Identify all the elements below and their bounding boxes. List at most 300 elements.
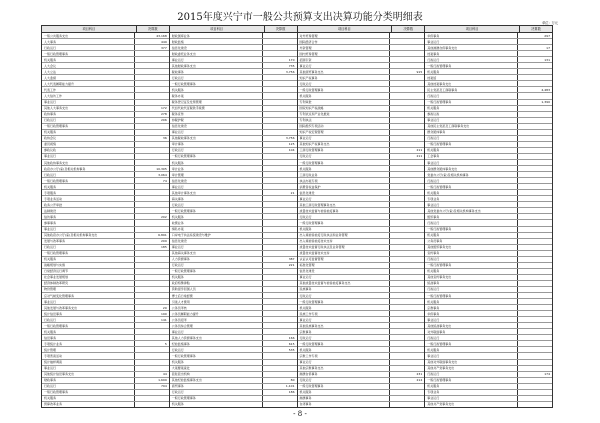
row-amount [390, 51, 424, 56]
row-amount: 104 [288, 148, 295, 153]
row-item-name: 人大代表履职能力提升 [42, 81, 135, 86]
row-amount: 3,756 [285, 136, 295, 141]
row-item-name: 一般行政管理事务 [425, 263, 518, 268]
row-item-name: 质量技术监督与检验检疫事务 [298, 208, 391, 213]
row-amount [263, 305, 297, 310]
row-amount [135, 396, 169, 401]
row-item-name: 一般行政管理事务 [170, 208, 263, 213]
row-item-name: 人大信访工作 [42, 93, 135, 98]
row-amount [518, 245, 552, 250]
row-amount [135, 287, 169, 292]
row-item-name: 人力资源事务 [170, 257, 263, 262]
row-item-name: 行政运行 [298, 154, 391, 159]
row-amount [263, 233, 297, 238]
row-amount [390, 87, 424, 92]
row-amount [135, 263, 169, 268]
row-item-name: 行政运行 [170, 390, 263, 395]
row-item-name: 机关服务 [298, 166, 391, 171]
row-item-name: 其他群众团体事务支出 [425, 166, 518, 171]
row-amount [390, 293, 424, 298]
row-amount [518, 112, 552, 117]
row-item-name: 行政运行 [170, 202, 263, 207]
column-header [425, 26, 552, 33]
row-item-name: 机关服务 [425, 69, 518, 74]
row-item-name: 协税护税 [170, 118, 263, 123]
row-amount: 794 [161, 384, 167, 389]
row-item-name: 预算改革业务 [42, 402, 135, 407]
row-amount [263, 245, 297, 250]
row-amount: 735 [288, 63, 295, 68]
row-amount [390, 220, 424, 225]
row-item-name: 人大事务 [42, 39, 135, 44]
row-amount [518, 69, 552, 74]
row-item-name: 民族事务 [298, 287, 391, 292]
row-item-name: 人大监督 [42, 75, 135, 80]
row-item-name: 行政运行 [42, 384, 135, 389]
row-item-name: 机关服务 [298, 93, 391, 98]
row-item-name: 事业运行 [425, 396, 518, 401]
row-item-name: 机关服务 [425, 299, 518, 304]
row-amount: 535 [288, 347, 295, 352]
row-item-name: 事业运行 [425, 353, 518, 358]
row-item-name: 标准化管理 [298, 263, 391, 268]
row-amount [135, 202, 169, 207]
row-amount [135, 299, 169, 304]
row-amount [390, 317, 424, 322]
row-amount: 1,101 [285, 384, 295, 389]
table-column-3 [298, 26, 426, 407]
row-amount [518, 378, 552, 383]
row-amount [135, 335, 169, 340]
row-item-name: 知识产权宏观管理 [298, 130, 391, 135]
row-item-name: 机关服务 [170, 402, 263, 407]
row-item-name: 事业运行 [42, 366, 135, 371]
row-item-name: 事业运行 [298, 196, 391, 201]
row-amount [518, 335, 552, 340]
row-item-name: 其他宗教事务支出 [298, 366, 391, 371]
row-item-name: 机关服务 [425, 106, 518, 111]
row-item-name: 华侨事务 [425, 33, 518, 38]
row-amount [263, 372, 297, 377]
row-amount [263, 124, 297, 129]
row-item-name: 事业运行 [298, 136, 391, 141]
row-amount: 3,064 [158, 172, 167, 177]
row-amount [390, 402, 424, 407]
row-amount [518, 323, 552, 328]
row-item-name: 一般行政管理事务 [170, 81, 263, 86]
row-item-name: 机关服务 [42, 257, 135, 262]
row-item-name: 统计信息事务 [42, 311, 135, 316]
header-item-name: 项目科目 [425, 26, 520, 32]
row-item-name: 一般行政管理事务 [425, 142, 518, 147]
row-amount: 202 [161, 214, 167, 219]
row-item-name: 行政运行 [42, 45, 135, 50]
row-item-name: 一般行政管理事务 [42, 251, 135, 256]
row-amount [263, 227, 297, 232]
row-item-name: 其他发展与改革事务支出 [42, 305, 135, 310]
row-amount [263, 160, 297, 165]
row-item-name: 行政运行 [170, 347, 263, 352]
row-item-name: 行政运行 [425, 287, 518, 292]
row-amount [390, 39, 424, 44]
row-item-name: 财政事务 [42, 378, 135, 383]
row-amount [518, 293, 552, 298]
row-item-name: 参事事务 [42, 220, 135, 225]
row-amount [390, 208, 424, 213]
row-amount [518, 63, 552, 68]
row-item-name: 物价管理 [42, 287, 135, 292]
row-amount [390, 341, 424, 346]
row-item-name: 华侨事务 [425, 311, 518, 316]
row-amount [263, 154, 297, 159]
row-item-name: 其他工商行政管理事务支出 [298, 202, 391, 207]
row-amount [390, 245, 424, 250]
row-item-name: 机关服务 [170, 275, 263, 280]
row-item-name: 公务员综合管理 [170, 323, 263, 328]
row-item-name: 应对气候变化管理事务 [42, 293, 135, 298]
row-amount [390, 142, 424, 147]
row-item-name: 审计事务 [170, 142, 263, 147]
row-amount [390, 239, 424, 244]
row-amount [390, 75, 424, 80]
row-item-name: 专项服务 [42, 190, 135, 195]
row-amount [390, 390, 424, 395]
row-item-name: 政府办公厅(室)及相关机构事务 [42, 166, 135, 171]
row-item-name: 其他税收事务支出 [170, 136, 263, 141]
row-amount [518, 190, 552, 195]
row-amount [135, 148, 169, 153]
row-item-name: 税务宣传 [170, 112, 263, 117]
row-item-name: 税务办案 [170, 93, 263, 98]
row-amount [263, 130, 297, 135]
row-item-name: 对外贸易管理 [298, 33, 391, 38]
row-amount [518, 251, 552, 256]
row-amount: 125 [288, 142, 295, 147]
row-item-name: 港澳事务 [298, 396, 391, 401]
row-amount [518, 287, 552, 292]
row-amount [518, 347, 552, 352]
row-amount [518, 329, 552, 334]
row-item-name: 行政运行 [298, 378, 391, 383]
row-amount [135, 353, 169, 358]
row-item-name: 行政运行 [42, 172, 135, 177]
row-amount [390, 190, 424, 195]
row-amount [518, 366, 552, 371]
row-amount [518, 317, 552, 322]
row-amount [263, 360, 297, 365]
row-amount [263, 353, 297, 358]
row-amount: 206 [161, 118, 167, 123]
row-item-name: 国际组织专项活动 [298, 124, 391, 129]
row-amount: 172 [161, 106, 167, 111]
row-amount [390, 269, 424, 274]
row-amount [263, 323, 297, 328]
table-column-4 [425, 26, 552, 407]
row-amount [263, 172, 297, 177]
row-item-name: 国际经济合作 [298, 39, 391, 44]
row-item-name: 事业运行 [170, 329, 263, 334]
row-item-name: 机关服务 [425, 233, 518, 238]
row-item-name: 其他审计事务支出 [170, 190, 263, 195]
row-item-name: 认证认可监督管理 [298, 257, 391, 262]
row-amount: 449 [161, 39, 167, 44]
row-item-name: 审计管理 [170, 172, 263, 177]
row-item-name: 一般行政管理事务 [42, 390, 135, 395]
row-amount [263, 208, 297, 213]
row-amount [135, 69, 169, 74]
row-amount: 190 [161, 311, 167, 316]
table-row [425, 402, 552, 407]
row-item-name: 公务员履职能力提升 [170, 311, 263, 316]
row-amount [518, 148, 552, 153]
row-amount [263, 33, 297, 38]
row-amount [390, 329, 424, 334]
row-item-name: 代表工作 [42, 87, 135, 92]
row-item-name: 政协会议 [42, 136, 135, 141]
row-item-name: 收费业务 [170, 220, 263, 225]
row-item-name: 一般行政管理事务 [170, 269, 263, 274]
row-amount [135, 329, 169, 334]
row-item-name: 一般行政管理事务 [425, 227, 518, 232]
row-item-name: 其他宣传事务支出 [425, 275, 518, 280]
row-item-name: 行政运行 [425, 257, 518, 262]
row-amount: 186 [288, 390, 295, 395]
row-item-name: 其他组织事务支出 [425, 245, 518, 250]
row-item-name: 经济体制改革研究 [42, 281, 135, 286]
table-row [298, 402, 425, 407]
row-amount: 44 [162, 372, 167, 377]
row-amount [518, 275, 552, 280]
row-amount: 5 [164, 341, 167, 346]
row-item-name: 行政运行 [42, 317, 135, 322]
row-amount: 185 [161, 245, 167, 250]
row-item-name: 大案要案查处 [170, 366, 263, 371]
row-item-name: 行政运行 [425, 372, 518, 377]
row-amount [518, 136, 552, 141]
row-item-name: 台湾事务 [298, 402, 391, 407]
row-item-name: 机关服务 [298, 347, 391, 352]
row-amount [518, 227, 552, 232]
row-amount [263, 118, 297, 123]
row-amount [390, 202, 424, 207]
row-amount [390, 323, 424, 328]
row-amount [135, 275, 169, 280]
row-item-name: 其他统战事务支出 [425, 323, 518, 328]
row-amount: 3,756 [285, 69, 295, 74]
row-item-name: 统战事务 [425, 281, 518, 286]
row-amount [263, 281, 297, 286]
row-item-name: 国内贸易管理 [298, 51, 391, 56]
row-amount [135, 196, 169, 201]
row-item-name: 公务员招考 [170, 317, 263, 322]
row-amount [135, 390, 169, 395]
row-item-name: 宗教事务 [298, 329, 391, 334]
row-amount [518, 106, 552, 111]
row-amount: 915 [416, 69, 423, 74]
row-amount: 297 [544, 33, 550, 38]
row-amount [390, 118, 424, 123]
row-amount [135, 208, 169, 213]
row-item-name: 一般行政管理事务 [425, 63, 518, 68]
header-item-name: 项目科目 [170, 26, 265, 32]
row-amount [518, 172, 552, 177]
row-amount: 211 [416, 154, 423, 159]
row-item-name: 档案馆 [425, 75, 518, 80]
row-item-name: 信息化建设 [170, 45, 263, 50]
row-item-name: 财政监察 [170, 39, 263, 44]
row-amount [263, 402, 297, 407]
row-item-name: 其他海关事务支出 [170, 251, 263, 256]
row-amount [390, 281, 424, 286]
row-item-name: 政协事务 [42, 112, 135, 117]
row-item-name: 纪检监察事务 [170, 341, 263, 346]
row-amount: 4,483 [541, 87, 550, 92]
row-item-name: 其他政府办公厅(室)及相关机构事务支出 [42, 233, 135, 238]
row-item-name: 专项业务 [425, 196, 518, 201]
row-amount [263, 166, 297, 171]
row-item-name: 专项业务 [425, 390, 518, 395]
column-header [42, 26, 169, 33]
row-amount [263, 39, 297, 44]
row-item-name: 信息事务 [42, 335, 135, 340]
row-amount [518, 305, 552, 310]
row-amount: 166 [288, 335, 295, 340]
row-item-name: 机关服务 [425, 148, 518, 153]
row-amount: 211 [416, 148, 423, 153]
row-amount [390, 347, 424, 352]
row-amount [390, 160, 424, 165]
row-item-name: 机关服务 [42, 57, 135, 62]
row-amount [135, 281, 169, 286]
row-amount [135, 100, 169, 105]
row-item-name: 机关服务 [42, 396, 135, 401]
row-amount [135, 220, 169, 225]
row-item-name: 其他共产党事务支出 [425, 402, 518, 407]
unit-label: 单位：万元 [542, 21, 558, 25]
row-amount [263, 317, 297, 322]
row-item-name: 机关服务 [425, 384, 518, 389]
row-item-name: 引进人才费用 [170, 299, 263, 304]
row-amount [263, 329, 297, 334]
row-item-name: 缉私办案 [170, 227, 263, 232]
row-amount [135, 190, 169, 195]
row-item-name: 其他政协事务支出 [42, 160, 135, 165]
row-item-name: 事业运行 [425, 317, 518, 322]
row-amount [263, 396, 297, 401]
row-item-name: 一般行政管理事务 [42, 323, 135, 328]
row-amount [135, 160, 169, 165]
row-amount [135, 93, 169, 98]
row-amount [518, 384, 552, 389]
row-amount [135, 184, 169, 189]
row-amount: 74 [162, 178, 167, 183]
row-item-name: 机关服务 [170, 160, 263, 165]
row-amount [263, 112, 297, 117]
row-amount [518, 233, 552, 238]
row-amount [518, 263, 552, 268]
row-item-name: 事业运行 [425, 39, 518, 44]
row-amount: 1,699 [158, 378, 167, 383]
row-item-name: 群众团体事务 [425, 130, 518, 135]
row-item-name: 法制建设 [42, 208, 135, 213]
row-amount [263, 311, 297, 316]
row-item-name: 事业运行 [298, 360, 391, 365]
row-item-name: 海关事务 [170, 196, 263, 201]
row-item-name: 一般行政管理事务 [42, 178, 135, 183]
row-item-name: 财政委托业务支出 [170, 51, 263, 56]
row-item-name: 一般行政管理事务 [170, 396, 263, 401]
row-amount [518, 402, 552, 407]
row-amount [518, 154, 552, 159]
row-item-name: 一般公共服务支出 [42, 33, 135, 38]
row-amount [390, 63, 424, 68]
row-item-name: 机关服务 [170, 214, 263, 219]
row-amount [135, 347, 169, 352]
row-item-name: 档案事务 [425, 51, 518, 56]
row-item-name: 出入境检验检疫行政执法和业务管理 [298, 233, 391, 238]
row-item-name: 行政运行 [42, 245, 135, 250]
row-amount [518, 360, 552, 365]
row-item-name: 事业运行 [42, 100, 135, 105]
row-amount [390, 233, 424, 238]
row-item-name: 一般行政管理事务 [425, 341, 518, 346]
row-amount [518, 184, 552, 189]
row-item-name: 一般行政管理事务 [425, 293, 518, 298]
row-amount: 10,305 [156, 166, 167, 171]
row-amount [518, 353, 552, 358]
row-amount [390, 196, 424, 201]
row-item-name: 港澳台侨事务 [298, 372, 391, 377]
table-column-1 [42, 26, 170, 407]
row-amount [135, 293, 169, 298]
row-item-name: 事业运行 [298, 275, 391, 280]
row-item-name: 委员视察 [42, 142, 135, 147]
row-item-name: 机关服务 [42, 329, 135, 334]
row-amount [135, 75, 169, 80]
row-amount [518, 196, 552, 201]
row-item-name: 质量技术监督技术支持 [298, 251, 391, 256]
row-item-name: 对外联络事务 [425, 329, 518, 334]
row-amount [135, 323, 169, 328]
row-item-name: 消费者权益保护 [298, 184, 391, 189]
row-item-name: 出入境检验检疫技术支持 [298, 239, 391, 244]
row-amount [263, 293, 297, 298]
row-amount: 377 [161, 45, 167, 50]
row-item-name: 行政运行 [298, 214, 391, 219]
row-amount [135, 227, 169, 232]
row-item-name: 信息化建设 [298, 190, 391, 195]
row-item-name: 一般行政管理事务 [425, 184, 518, 189]
row-amount [263, 220, 297, 225]
row-item-name: 其他人大事务支出 [42, 106, 135, 111]
column-header [170, 26, 297, 33]
column-header [298, 26, 425, 33]
row-item-name: 招商引资 [298, 57, 391, 62]
row-amount [263, 81, 297, 86]
row-item-name: 事业运行 [170, 130, 263, 135]
row-amount [390, 251, 424, 256]
row-amount [263, 366, 297, 371]
row-amount [518, 299, 552, 304]
row-item-name: 事业运行 [170, 184, 263, 189]
row-amount [518, 81, 552, 86]
row-item-name: 行政运行 [425, 57, 518, 62]
row-amount [518, 396, 552, 401]
row-amount [518, 208, 552, 213]
row-amount [390, 124, 424, 129]
row-amount [390, 287, 424, 292]
row-item-name: 商贸事务 [170, 384, 263, 389]
